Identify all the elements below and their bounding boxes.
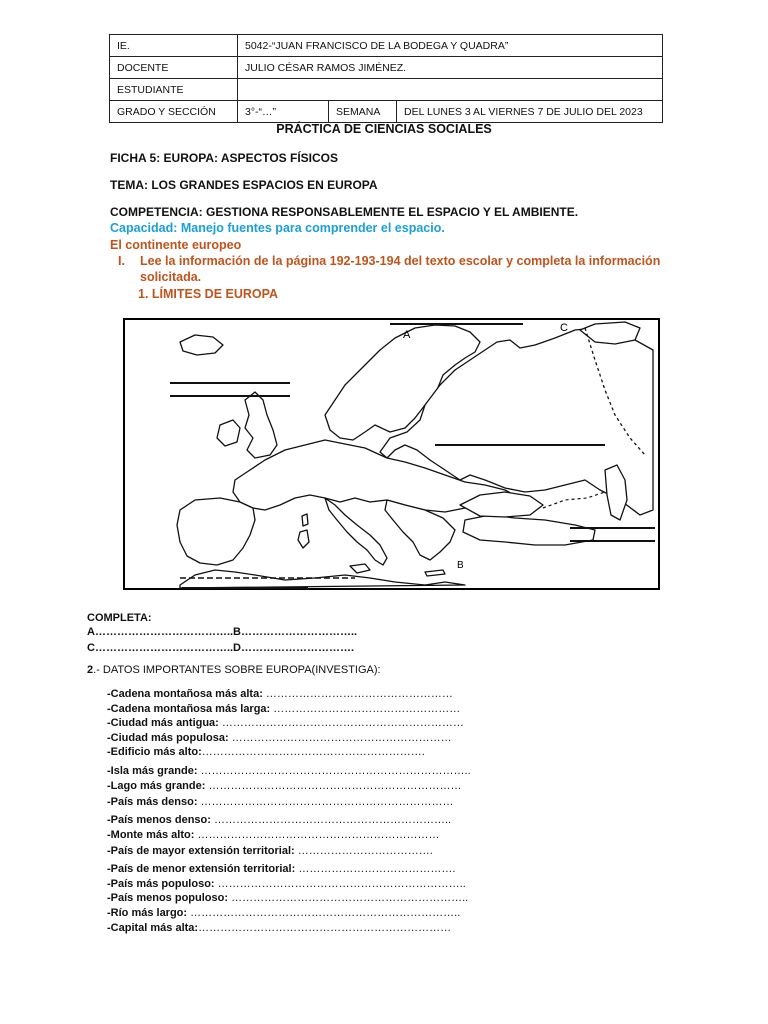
instruction-text-cont: solicitada. [140, 270, 202, 284]
competencia-heading: COMPETENCIA: GESTIONA RESPONSABLEMENTE EL ESPACIO Y EL AMBIENTE. [110, 205, 579, 219]
datos-item-label: -País de mayor extensión territorial: [107, 845, 295, 857]
datos-item-answer-field[interactable]: ………………………………………………………….. [214, 878, 466, 890]
datos-item-answer-field[interactable]: ………………………………………………………… [194, 829, 440, 841]
datos-item-label: -País más populoso: [107, 878, 215, 890]
datos-item-label: -País más denso: [107, 796, 198, 808]
datos-item [107, 845, 433, 857]
north-africa-shape [180, 570, 465, 588]
datos-item-answer-field[interactable]: …………………………………………………………… [198, 922, 452, 934]
grado-value: 3°-“…” [238, 101, 329, 123]
continente-heading: El continente europeo [110, 238, 242, 252]
datos-item [107, 892, 468, 904]
datos-item-answer-field[interactable]: …………………………………………… [270, 703, 461, 715]
datos-item-label: -Edificio más alto: [107, 746, 202, 758]
section2-heading [87, 664, 381, 676]
header-row-estudiante [110, 79, 663, 101]
corsica-shape [302, 514, 308, 526]
datos-item-label: -Isla más grande: [107, 765, 198, 777]
iberia-shape [177, 498, 255, 565]
estudiante-label: ESTUDIANTE [110, 79, 238, 101]
semana-value: DEL LUNES 3 AL VIERNES 7 DE JULIO DEL 2023 [397, 101, 663, 123]
datos-item [107, 746, 425, 758]
datos-item [107, 907, 460, 919]
answer-line-d [182, 587, 308, 589]
datos-item [107, 814, 451, 826]
datos-item [107, 717, 464, 729]
datos-item [107, 780, 461, 792]
section2-title: .- DATOS IMPORTANTES SOBRE EUROPA(INVESTIGA): [93, 664, 381, 676]
completa-title: COMPLETA: [87, 612, 152, 624]
label-a: A [403, 329, 411, 341]
datos-item-label: -Monte más alto: [107, 829, 195, 841]
datos-item-label: -País menos populoso: [107, 892, 229, 904]
datos-item [107, 703, 460, 715]
section2-number: 2 [87, 664, 94, 676]
estudiante-value[interactable] [238, 79, 663, 101]
header-table [109, 34, 663, 123]
header-row-grado [110, 101, 663, 123]
europe-map-drawing [125, 320, 658, 588]
page-title: PRÁCTICA DE CIENCIAS SOCIALES [276, 122, 492, 136]
capacidad-text: Capacidad: Manejo fuentes para comprender el espacio. [110, 221, 445, 235]
instruction-number: I. [118, 254, 125, 268]
ireland-shape [217, 420, 240, 446]
italy-shape [325, 498, 387, 565]
docente-label: DOCENTE [110, 57, 238, 79]
datos-item-answer-field[interactable]: …………………………………………… [262, 688, 453, 700]
datos-item [107, 863, 455, 875]
datos-item-answer-field[interactable]: ………………………………………………………… [218, 717, 464, 729]
header-row-ie [110, 35, 663, 57]
datos-item-answer-field[interactable]: ……………………………………………………. [201, 746, 425, 758]
datos-item [107, 878, 466, 890]
datos-item-label: -Lago más grande: [107, 780, 206, 792]
header-row-docente [110, 57, 663, 79]
datos-item-label: -Cadena montañosa más alta: [107, 688, 263, 700]
datos-item-answer-field[interactable]: …………………………………………………… [228, 732, 452, 744]
datos-item-answer-field[interactable]: ………………………………. [294, 845, 433, 857]
datos-item-label: -Capital más alta: [107, 922, 199, 934]
datos-item [107, 765, 471, 777]
datos-item-answer-field[interactable]: ……………………………………………………….. [228, 892, 469, 904]
datos-item-label: -Cadena montañosa más larga: [107, 703, 271, 715]
datos-item-answer-field[interactable]: …………………………………………………………… [197, 796, 454, 808]
datos-item [107, 732, 452, 744]
datos-item [107, 922, 451, 934]
iceland-shape [180, 335, 223, 355]
ficha-heading: FICHA 5: EUROPA: ASPECTOS FÍSICOS [110, 151, 339, 165]
label-c: C [560, 322, 568, 334]
caucasus-boundary [543, 492, 605, 508]
grado-label: GRADO Y SECCIÓN [110, 101, 238, 123]
datos-item-label: -País menos denso: [107, 814, 211, 826]
datos-item-answer-field[interactable]: ……………………………………………………………….. [187, 907, 461, 919]
datos-item-label: -País de menor extensión territorial: [107, 863, 296, 875]
datos-item [107, 829, 439, 841]
datos-item-answer-field[interactable]: ……………………………………. [295, 863, 456, 875]
datos-item-answer-field[interactable]: ……………………………………………………….. [210, 814, 452, 826]
datos-item [107, 688, 453, 700]
tema-heading: TEMA: LOS GRANDES ESPACIOS EN EUROPA [110, 178, 378, 192]
docente-value: JULIO CÉSAR RAMOS JIMÉNEZ. [238, 57, 663, 79]
ie-label: IE. [110, 35, 238, 57]
instruction-text: Lee la información de la página 192-193-194 del texto escolar y completa la información [140, 254, 661, 268]
semana-label: SEMANA [329, 101, 397, 123]
ie-value: 5042-“JUAN FRANCISCO DE LA BODEGA Y QUADRA” [238, 35, 663, 57]
sicily-shape [350, 564, 370, 573]
europe-map [123, 318, 660, 590]
completa-line-cd[interactable]: C………………………………..D…………………………. [87, 642, 355, 654]
datos-item-answer-field[interactable]: …………………………………………………………… [205, 780, 462, 792]
limites-heading: 1. LÍMITES DE EUROPA [138, 287, 279, 301]
great-britain-shape [245, 392, 277, 458]
label-b: B [457, 560, 464, 571]
datos-item-label: -Ciudad más antigua: [107, 717, 219, 729]
datos-item-label: -Río más largo: [107, 907, 188, 919]
completa-line-ab[interactable]: A………………………………..B………………………….. [87, 626, 358, 638]
crete-shape [425, 570, 445, 576]
datos-item-answer-field[interactable]: ……………………………………………………………….. [197, 765, 471, 777]
datos-item [107, 796, 454, 808]
sardinia-shape [298, 530, 309, 548]
datos-item-label: -Ciudad más populosa: [107, 732, 229, 744]
